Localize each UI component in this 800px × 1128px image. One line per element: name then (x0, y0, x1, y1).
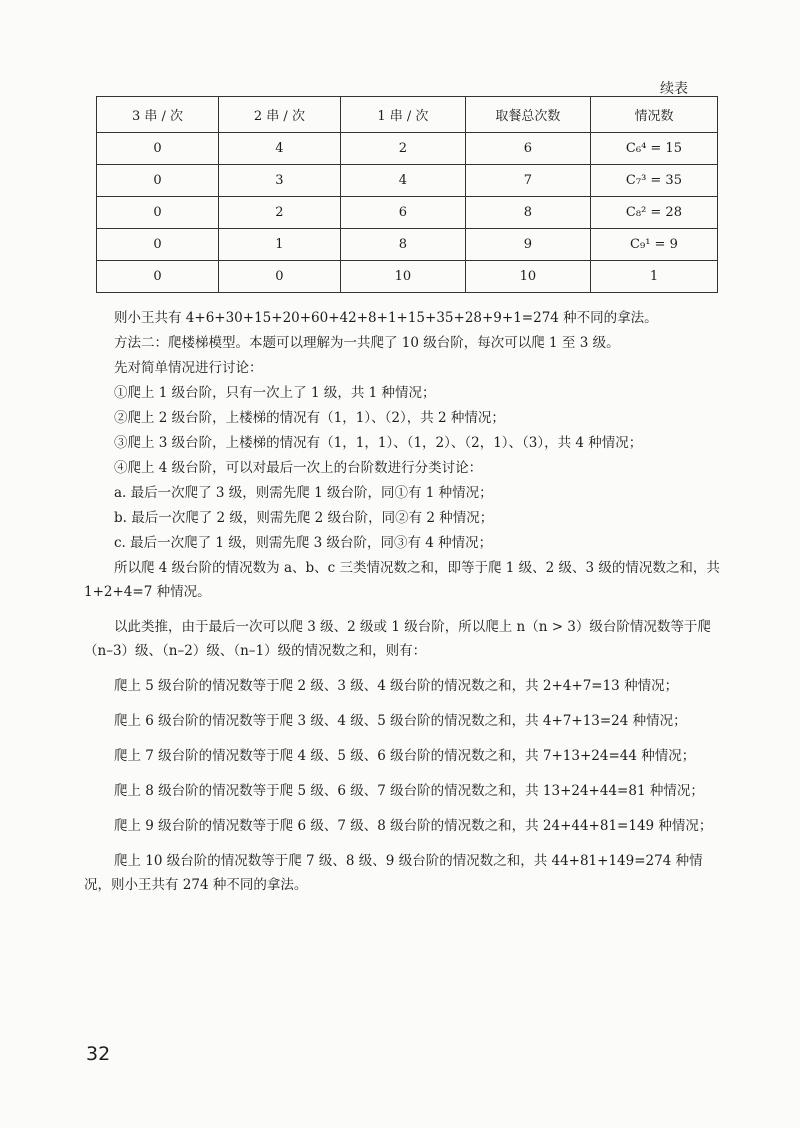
paragraph: c. 最后一次爬了 1 级，则需先爬 3 级台阶，同③有 4 种情况； (114, 535, 493, 551)
paragraph: 所以爬 4 级台阶的情况数为 a、b、c 三类情况数之和，即等于爬 1 级、2 级、3 级的情况数之和，共 1+2+4=7 种情况。 (84, 560, 720, 600)
table-cell: 4 (340, 165, 465, 197)
solution-text (84, 306, 724, 897)
table-cell: 0 (97, 165, 219, 197)
column-header: 取餐总次数 (465, 97, 590, 133)
paragraph: 则小王共有 4+6+30+15+20+60+42+8+1+15+35+28+9+1=274 种不同的拿法。 (114, 310, 658, 326)
table-cell: 6 (340, 197, 465, 229)
table-cell: 8 (340, 229, 465, 261)
paragraph: 爬上 7 级台阶的情况数等于爬 4 级、5 级、6 级台阶的情况数之和，共 7+13+24=44 种情况； (114, 748, 696, 764)
table-cell: 3 (218, 165, 340, 197)
table-cell: 0 (97, 229, 219, 261)
paragraph: 爬上 10 级台阶的情况数等于爬 7 级、8 级、9 级台阶的情况数之和，共 44+81+149=274 种情况，则小王共有 274 种不同的拿法。 (84, 853, 703, 893)
table-cell: 1 (218, 229, 340, 261)
paragraph: 爬上 9 级台阶的情况数等于爬 6 级、7 级、8 级台阶的情况数之和，共 24+44+81=149 种情况； (114, 818, 713, 834)
table-cell: 0 (97, 133, 219, 165)
table-cell: 9 (465, 229, 590, 261)
paragraph: b. 最后一次爬了 2 级，则需先爬 2 级台阶，同②有 2 种情况； (114, 510, 494, 526)
table-row (97, 229, 718, 261)
table-cell: 0 (97, 261, 219, 293)
column-header: 2 串 / 次 (218, 97, 340, 133)
column-header: 1 串 / 次 (340, 97, 465, 133)
paragraph: 爬上 6 级台阶的情况数等于爬 3 级、4 级、5 级台阶的情况数之和，共 4+7+13=24 种情况； (114, 713, 687, 729)
table-row (97, 261, 718, 293)
paragraph: ④爬上 4 级台阶，可以对最后一次上的台阶数进行分类讨论： (114, 460, 483, 476)
meal-combination-table (96, 96, 718, 293)
paragraph: a. 最后一次爬了 3 级，则需先爬 1 级台阶，同①有 1 种情况； (114, 485, 493, 501)
column-header: 3 串 / 次 (97, 97, 219, 133)
table-cell: 1 (590, 261, 717, 293)
paragraph: 以此类推，由于最后一次可以爬 3 级、2 级或 1 级台阶，所以爬上 n（n > 3）级台阶情况数等于爬（n–3）级、（n–2）级、（n–1）级的情况数之和，则有： (84, 619, 711, 659)
table-row (97, 133, 718, 165)
table-cell: 2 (340, 133, 465, 165)
table-cell: 0 (218, 261, 340, 293)
column-header: 情况数 (590, 97, 717, 133)
paragraph: 爬上 8 级台阶的情况数等于爬 5 级、6 级、7 级台阶的情况数之和，共 13+24+44=81 种情况； (114, 783, 704, 799)
paragraph: 方法二：爬楼梯模型。本题可以理解为一共爬了 10 级台阶，每次可以爬 1 至 3 级。 (114, 335, 620, 351)
paragraph: 爬上 5 级台阶的情况数等于爬 2 级、3 级、4 级台阶的情况数之和，共 2+4+7=13 种情况； (114, 678, 679, 694)
table-cell: 6 (465, 133, 590, 165)
table-cell: C₈² = 28 (590, 197, 717, 229)
paragraph: ②爬上 2 级台阶，上楼梯的情况有（1，1）、（2），共 2 种情况； (114, 410, 505, 426)
paragraph: ③爬上 3 级台阶，上楼梯的情况有（1，1，1）、（1，2）、（2，1）、（3），共 4 种情况； (114, 435, 643, 451)
table-row (97, 197, 718, 229)
table-cell: C₆⁴ = 15 (590, 133, 717, 165)
table-cell: 4 (218, 133, 340, 165)
table-cell: 8 (465, 197, 590, 229)
paragraph: 先对简单情况进行讨论： (114, 360, 263, 376)
table-cell: 10 (340, 261, 465, 293)
table-cell: 10 (465, 261, 590, 293)
table-cell: 0 (97, 197, 219, 229)
table-cell: C₉¹ = 9 (590, 229, 717, 261)
table-cell: C₇³ = 35 (590, 165, 717, 197)
continued-table-label: 续表 (660, 81, 688, 97)
table-cell: 2 (218, 197, 340, 229)
paragraph: ①爬上 1 级台阶，只有一次上了 1 级，共 1 种情况； (114, 385, 436, 401)
page-number: 32 (86, 1043, 111, 1065)
table-header-row (97, 97, 718, 133)
table-cell: 7 (465, 165, 590, 197)
table-row (97, 165, 718, 197)
